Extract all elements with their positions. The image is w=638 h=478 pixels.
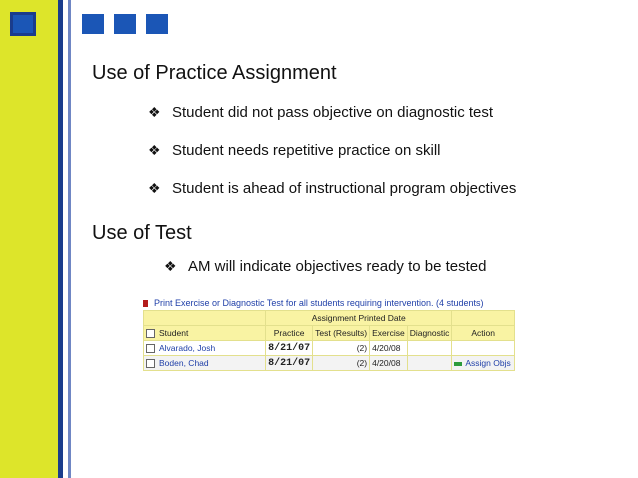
header-blank — [144, 311, 266, 326]
action-cell — [452, 341, 515, 356]
exercise-header: Exercise — [370, 326, 408, 341]
heading-use-of-test: Use of Test — [92, 222, 192, 244]
test-header: Test (Results) — [313, 326, 370, 341]
print-link-row[interactable] — [143, 296, 517, 310]
test-result: (2) — [313, 356, 370, 371]
student-cell — [144, 341, 266, 356]
decor-square-4 — [146, 14, 168, 34]
student-name-link[interactable]: Boden, Chad — [159, 357, 209, 368]
student-name-link[interactable]: Alvarado, Josh — [159, 342, 216, 353]
practice-date: 8/21/07 — [266, 356, 313, 371]
left-stripe-light — [68, 0, 71, 478]
bullet-text: Student needs repetitive practice on skill — [172, 142, 441, 159]
print-link[interactable]: Print Exercise or Diagnostic Test for all students requiring intervention. (4 students) — [154, 298, 484, 308]
diagnostic-date — [407, 356, 452, 371]
exercise-date: 4/20/08 — [370, 341, 408, 356]
bullet-text: Student is ahead of instructional program objectives — [172, 180, 517, 197]
decor-square-3 — [114, 14, 136, 34]
student-header — [144, 326, 266, 341]
diamond-bullet-icon: ❖ — [164, 258, 177, 274]
action-cell[interactable] — [452, 356, 515, 371]
embedded-screenshot — [143, 296, 517, 392]
bullet-item — [148, 104, 493, 121]
print-icon — [143, 300, 148, 307]
row-checkbox[interactable] — [146, 344, 155, 353]
assign-icon — [454, 362, 462, 366]
bullet-item — [164, 258, 486, 275]
diamond-bullet-icon: ❖ — [148, 104, 161, 120]
practice-date: 8/21/07 — [266, 341, 313, 356]
bullet-text: AM will indicate objectives ready to be tested — [188, 258, 487, 275]
select-all-checkbox[interactable] — [146, 329, 155, 338]
row-checkbox[interactable] — [146, 359, 155, 368]
table-row — [144, 341, 515, 356]
decor-square-1 — [10, 12, 36, 36]
exercise-date: 4/20/08 — [370, 356, 408, 371]
header-group: Assignment Printed Date — [266, 311, 452, 326]
diamond-bullet-icon: ❖ — [148, 180, 161, 196]
table-row — [144, 356, 515, 371]
left-accent-bar — [0, 0, 58, 478]
assign-objs-link[interactable]: Assign Objs — [465, 358, 511, 368]
bullet-item — [148, 180, 516, 197]
diagnostic-header: Diagnostic — [407, 326, 452, 341]
practice-header: Practice — [266, 326, 313, 341]
student-cell — [144, 356, 266, 371]
col-label: Student — [159, 327, 189, 338]
header-blank — [452, 311, 515, 326]
action-header: Action — [452, 326, 515, 341]
assignment-table — [143, 310, 515, 371]
decor-square-2 — [82, 14, 104, 34]
bullet-item — [148, 142, 440, 159]
heading-practice-assignment: Use of Practice Assignment — [92, 62, 337, 84]
bullet-text: Student did not pass objective on diagnostic test — [172, 104, 494, 121]
test-result: (2) — [313, 341, 370, 356]
diagnostic-date — [407, 341, 452, 356]
diamond-bullet-icon: ❖ — [148, 142, 161, 158]
